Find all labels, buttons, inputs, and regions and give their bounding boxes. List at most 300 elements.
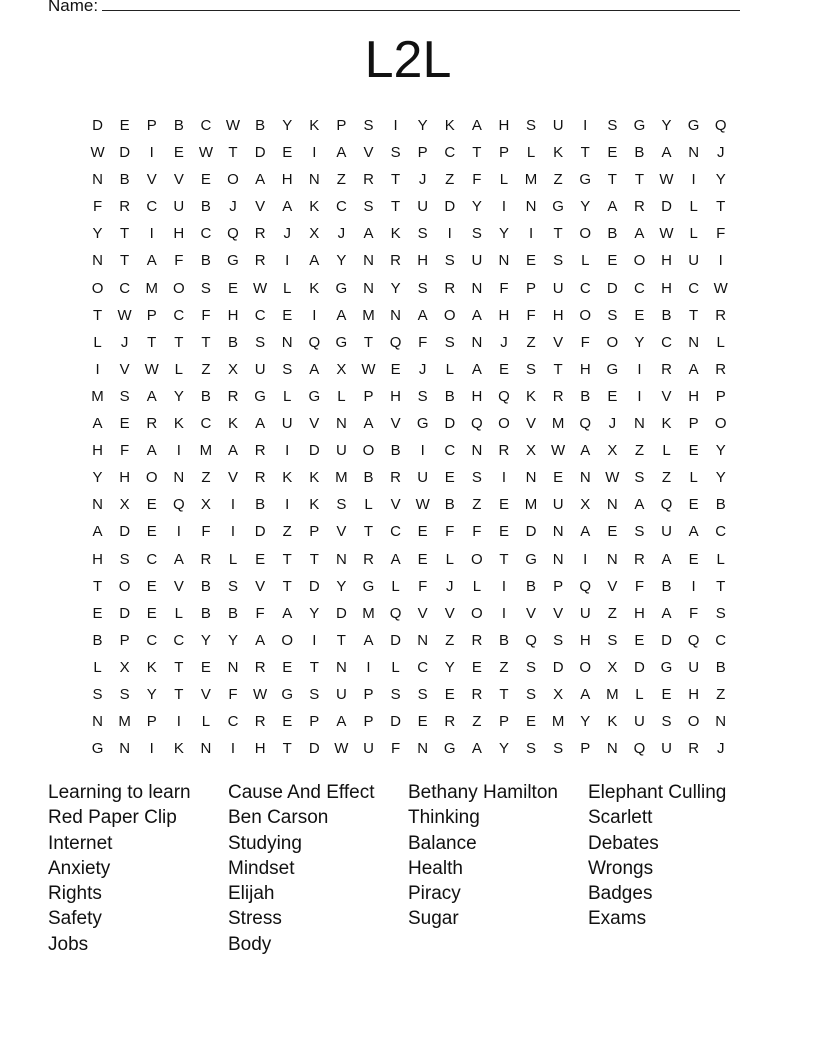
grid-letter: V — [444, 604, 455, 622]
grid-letter: N — [363, 252, 374, 270]
grid-letter: D — [119, 604, 131, 622]
grid-letter: S — [228, 577, 239, 595]
grid-row — [84, 112, 744, 139]
grid-letter: I — [230, 496, 236, 514]
grid-letter: N — [552, 550, 564, 568]
grid-letter: E — [146, 604, 157, 622]
grid-letter: C — [200, 225, 212, 243]
grid-letter: H — [688, 387, 700, 405]
grid-letter: S — [661, 713, 672, 731]
word-list-item — [408, 932, 588, 957]
grid-letter: N — [471, 442, 483, 460]
grid-letter: S — [553, 252, 564, 270]
grid-letter: H — [92, 442, 103, 460]
grid-letter: E — [498, 360, 509, 378]
grid-letter: W — [659, 225, 674, 243]
grid-letter: I — [637, 360, 642, 378]
word-list-item: Elijah — [228, 883, 275, 905]
grid-letter: F — [390, 740, 401, 758]
grid-letter: R — [254, 658, 266, 676]
grid-letter: F — [92, 198, 103, 216]
grid-letter: G — [281, 685, 294, 703]
grid-letter: E — [255, 550, 266, 568]
grid-letter: E — [498, 523, 509, 541]
grid-letter: W — [253, 279, 268, 297]
grid-letter: G — [91, 740, 104, 758]
grid-letter: H — [552, 306, 564, 324]
grid-letter: R — [715, 306, 727, 324]
grid-letter: A — [417, 306, 428, 324]
grid-letter: Z — [472, 496, 482, 514]
grid-letter: W — [361, 360, 376, 378]
grid-letter: H — [254, 740, 266, 758]
word-list-item: Studying — [228, 832, 302, 854]
grid-letter: A — [255, 415, 266, 433]
grid-letter: R — [634, 198, 645, 216]
grid-letter: F — [634, 577, 644, 595]
grid-letter: Z — [526, 333, 536, 351]
grid-letter: B — [200, 604, 211, 622]
grid-letter: Z — [445, 631, 455, 649]
grid-letter: P — [363, 713, 374, 731]
grid-letter: S — [255, 333, 266, 351]
grid-letter: I — [501, 469, 507, 487]
grid-row — [84, 600, 744, 627]
grid-letter: J — [337, 225, 346, 243]
grid-letter: X — [553, 685, 564, 703]
grid-letter: S — [417, 685, 428, 703]
grid-letter: X — [607, 658, 618, 676]
grid-letter: J — [120, 333, 129, 351]
grid-letter: A — [363, 225, 374, 243]
grid-letter: S — [444, 252, 455, 270]
grid-letter: S — [200, 279, 211, 297]
grid-letter: E — [119, 415, 130, 433]
grid-letter: E — [146, 523, 157, 541]
grid-letter: T — [499, 685, 509, 703]
grid-letter: Q — [471, 415, 483, 433]
grid-letter: L — [337, 387, 346, 405]
grid-row — [84, 275, 744, 302]
grid-letter: L — [689, 225, 698, 243]
grid-letter: I — [583, 550, 588, 568]
grid-letter: S — [417, 225, 428, 243]
word-list-item: Red Paper Clip — [48, 807, 177, 829]
grid-letter: P — [363, 685, 374, 703]
grid-letter: C — [634, 279, 645, 297]
grid-letter: T — [472, 144, 482, 162]
grid-letter: A — [580, 442, 591, 460]
grid-letter: Q — [579, 577, 592, 595]
grid-letter: B — [661, 577, 672, 595]
grid-letter: C — [254, 306, 266, 324]
grid-letter: E — [661, 685, 672, 703]
grid-letter: R — [552, 387, 564, 405]
grid-letter: B — [92, 631, 103, 649]
grid-letter: D — [525, 523, 537, 541]
grid-letter: Y — [200, 631, 211, 649]
grid-letter: T — [607, 171, 617, 189]
grid-letter: N — [335, 415, 347, 433]
grid-letter: H — [498, 306, 510, 324]
grid-letter: S — [553, 631, 564, 649]
grid-letter: T — [363, 333, 374, 351]
grid-letter: B — [634, 144, 645, 162]
grid-letter: A — [146, 252, 157, 270]
grid-letter: A — [309, 252, 320, 270]
grid-letter: N — [308, 171, 320, 189]
grid-letter: Q — [498, 387, 510, 405]
grid-letter: J — [716, 740, 725, 758]
grid-row — [84, 193, 744, 220]
grid-letter: E — [228, 279, 239, 297]
grid-letter: V — [553, 333, 564, 351]
grid-letter: E — [607, 252, 618, 270]
grid-letter: K — [282, 469, 293, 487]
grid-letter: E — [607, 144, 618, 162]
grid-letter: Q — [308, 333, 321, 351]
grid-letter: X — [119, 496, 130, 514]
grid-letter: A — [363, 415, 374, 433]
grid-letter: W — [117, 306, 132, 324]
grid-letter: A — [580, 523, 591, 541]
grid-letter: M — [118, 713, 131, 731]
grid-letter: S — [417, 279, 428, 297]
grid-letter: P — [417, 144, 428, 162]
grid-letter: T — [716, 198, 726, 216]
grid-letter: N — [688, 333, 700, 351]
grid-letter: U — [661, 740, 672, 758]
grid-letter: R — [634, 550, 645, 568]
grid-letter: Z — [634, 442, 644, 460]
grid-letter: I — [691, 577, 696, 595]
grid-letter: Y — [661, 117, 672, 134]
grid-letter: P — [336, 117, 347, 134]
grid-letter: H — [119, 469, 131, 487]
grid-letter: Y — [715, 171, 726, 189]
grid-letter: L — [716, 550, 725, 568]
grid-letter: E — [471, 658, 482, 676]
word-list-item: Debates — [588, 832, 659, 854]
grid-letter: L — [635, 685, 644, 703]
grid-letter: S — [363, 198, 374, 216]
grid-letter: F — [472, 171, 482, 189]
grid-letter: N — [417, 631, 429, 649]
grid-letter: C — [173, 306, 185, 324]
grid-letter: T — [147, 333, 157, 351]
grid-letter: T — [282, 550, 292, 568]
grid-letter: H — [92, 550, 103, 568]
grid-letter: N — [335, 550, 347, 568]
word-list-item: Stress — [228, 908, 282, 930]
grid-letter: N — [200, 740, 212, 758]
grid-letter: Z — [445, 171, 455, 189]
grid-letter: P — [119, 631, 130, 649]
grid-letter: H — [227, 306, 239, 324]
grid-letter: O — [579, 225, 592, 243]
grid-letter: A — [336, 713, 347, 731]
grid-letter: A — [607, 198, 618, 216]
grid-letter: N — [579, 469, 591, 487]
grid-letter: B — [200, 387, 211, 405]
grid-letter: F — [120, 442, 130, 460]
name-underline — [102, 0, 740, 11]
grid-letter: I — [691, 171, 696, 189]
grid-letter: E — [634, 631, 645, 649]
grid-letter: I — [285, 496, 290, 514]
grid-letter: R — [227, 387, 239, 405]
grid-letter: Y — [580, 713, 591, 731]
grid-letter: H — [390, 387, 401, 405]
grid-letter: T — [309, 550, 319, 568]
grid-letter: S — [607, 117, 618, 134]
grid-letter: X — [309, 225, 320, 243]
grid-letter: C — [715, 523, 727, 541]
grid-letter: Q — [389, 604, 402, 622]
grid-letter: F — [174, 252, 184, 270]
grid-row — [84, 708, 744, 735]
grid-letter: O — [633, 252, 646, 270]
grid-letter: C — [200, 117, 212, 134]
grid-letter: C — [444, 144, 456, 162]
grid-letter: D — [92, 117, 103, 134]
grid-letter: W — [415, 496, 430, 514]
grid-letter: Z — [553, 171, 563, 189]
grid-letter: A — [336, 306, 347, 324]
grid-letter: T — [282, 577, 292, 595]
grid-letter: Z — [472, 713, 482, 731]
grid-letter: U — [417, 469, 429, 487]
grid-letter: D — [308, 577, 320, 595]
grid-letter: D — [634, 658, 645, 676]
grid-letter: L — [472, 577, 482, 595]
grid-letter: B — [200, 252, 211, 270]
grid-letter: L — [228, 550, 238, 568]
grid-letter: B — [200, 577, 211, 595]
grid-letter: B — [526, 577, 537, 595]
grid-letter: H — [661, 279, 672, 297]
grid-letter: P — [498, 713, 509, 731]
grid-letter: A — [146, 387, 157, 405]
grid-letter: G — [335, 333, 348, 351]
grid-letter: W — [659, 171, 674, 189]
grid-letter: P — [526, 279, 537, 297]
grid-letter: B — [444, 387, 455, 405]
grid-letter: A — [661, 144, 672, 162]
grid-letter: L — [689, 198, 698, 216]
grid-letter: I — [95, 360, 100, 378]
word-list-item: Bethany Hamilton — [408, 782, 558, 803]
grid-letter: B — [444, 496, 455, 514]
grid-letter: U — [173, 198, 185, 216]
word-list-item: Anxiety — [48, 857, 111, 879]
grid-letter: T — [553, 225, 563, 243]
grid-letter: Z — [201, 360, 211, 378]
grid-letter: H — [498, 117, 510, 134]
grid-letter: A — [471, 740, 482, 758]
grid-letter: E — [634, 306, 645, 324]
word-list-item: Rights — [48, 883, 102, 905]
grid-letter: R — [498, 442, 510, 460]
grid-letter: E — [119, 117, 130, 134]
grid-letter: O — [227, 171, 239, 189]
grid-letter: T — [689, 306, 699, 324]
grid-letter: E — [146, 577, 157, 595]
grid-letter: I — [447, 225, 452, 243]
grid-letter: B — [498, 631, 509, 649]
grid-row — [84, 437, 744, 464]
grid-letter: C — [146, 631, 158, 649]
grid-letter: D — [390, 713, 401, 731]
grid-letter: L — [364, 496, 373, 514]
grid-letter: M — [362, 306, 375, 324]
grid-letter: T — [174, 658, 184, 676]
grid-letter: U — [281, 415, 293, 433]
grid-letter: S — [526, 117, 537, 134]
grid-letter: N — [92, 496, 103, 514]
grid-letter: A — [255, 631, 266, 649]
grid-letter: K — [553, 144, 564, 162]
grid-letter: Q — [389, 333, 402, 351]
grid-letter: D — [335, 604, 347, 622]
grid-letter: G — [525, 550, 537, 568]
grid-letter: G — [443, 740, 456, 758]
grid-letter: P — [146, 306, 157, 324]
grid-letter: N — [498, 252, 510, 270]
grid-letter: I — [176, 713, 181, 731]
grid-letter: K — [309, 198, 320, 216]
grid-letter: P — [498, 144, 509, 162]
grid-letter: D — [444, 198, 456, 216]
grid-letter: Y — [228, 631, 239, 649]
grid-letter: E — [444, 469, 455, 487]
grid-letter: Q — [660, 496, 673, 514]
word-list — [48, 780, 768, 957]
grid-letter: R — [254, 442, 266, 460]
grid-letter: D — [119, 144, 131, 162]
grid-letter: D — [119, 523, 131, 541]
grid-letter: V — [255, 198, 266, 216]
grid-letter: Y — [336, 577, 347, 595]
grid-letter: Y — [444, 658, 455, 676]
grid-letter: S — [715, 604, 726, 622]
grid-letter: K — [228, 415, 239, 433]
grid-letter: F — [499, 279, 509, 297]
grid-letter: M — [145, 279, 158, 297]
grid-letter: Y — [417, 117, 428, 134]
grid-letter: F — [526, 306, 536, 324]
grid-row — [84, 383, 744, 410]
grid-letter: L — [499, 171, 509, 189]
grid-letter: T — [499, 550, 509, 568]
grid-letter: V — [173, 577, 184, 595]
grid-letter: Q — [714, 117, 727, 134]
grid-letter: J — [283, 225, 291, 243]
grid-letter: B — [363, 469, 374, 487]
grid-letter: V — [390, 496, 401, 514]
grid-letter: T — [580, 144, 590, 162]
grid-letter: R — [390, 252, 401, 270]
grid-letter: D — [444, 415, 456, 433]
grid-letter: N — [606, 740, 618, 758]
grid-row — [84, 627, 744, 654]
grid-letter: S — [607, 306, 618, 324]
grid-letter: P — [715, 387, 726, 405]
grid-letter: V — [607, 577, 618, 595]
grid-letter: C — [417, 658, 429, 676]
grid-letter: N — [715, 713, 727, 731]
grid-letter: R — [688, 740, 700, 758]
grid-letter: Y — [580, 198, 591, 216]
grid-row — [84, 518, 744, 545]
grid-row — [84, 681, 744, 708]
grid-letter: I — [312, 144, 317, 162]
grid-letter: L — [391, 658, 400, 676]
grid-letter: N — [92, 713, 103, 731]
grid-letter: L — [526, 144, 536, 162]
grid-letter: B — [228, 333, 239, 351]
grid-letter: E — [607, 387, 618, 405]
grid-letter: O — [471, 604, 483, 622]
grid-letter: V — [173, 171, 184, 189]
word-list-item: Mindset — [228, 857, 295, 879]
grid-letter: G — [254, 387, 266, 405]
page-title: L2L — [364, 31, 452, 89]
grid-letter: Z — [716, 685, 726, 703]
grid-letter: M — [606, 685, 619, 703]
word-list-item: Sugar — [408, 908, 459, 930]
grid-letter: C — [390, 523, 401, 541]
grid-letter: Y — [309, 604, 320, 622]
grid-letter: A — [282, 604, 293, 622]
grid-letter: D — [390, 631, 401, 649]
grid-letter: Y — [498, 740, 509, 758]
letter-grid — [84, 112, 744, 762]
grid-letter: S — [471, 469, 482, 487]
grid-letter: G — [335, 279, 348, 297]
grid-letter: V — [363, 144, 374, 162]
grid-letter: X — [580, 496, 591, 514]
grid-letter: M — [524, 171, 538, 189]
grid-letter: F — [201, 306, 211, 324]
grid-letter: Y — [471, 198, 482, 216]
grid-letter: M — [524, 496, 538, 514]
grid-letter: G — [308, 387, 321, 405]
grid-letter: N — [471, 279, 483, 297]
grid-letter: R — [471, 685, 483, 703]
grid-letter: N — [92, 252, 103, 270]
grid-letter: Y — [282, 117, 293, 134]
grid-letter: D — [661, 631, 672, 649]
grid-letter: I — [230, 523, 236, 541]
grid-letter: K — [526, 387, 537, 405]
word-list-item: Health — [408, 857, 463, 879]
grid-letter: S — [526, 685, 537, 703]
grid-letter: C — [200, 415, 212, 433]
grid-letter: I — [393, 117, 398, 134]
grid-letter: G — [362, 577, 375, 595]
grid-letter: S — [309, 685, 320, 703]
grid-letter: R — [363, 550, 374, 568]
grid-letter: A — [309, 360, 320, 378]
grid-row — [84, 573, 744, 600]
grid-letter: T — [390, 198, 401, 216]
grid-letter: Y — [146, 685, 157, 703]
word-list-item: Wrongs — [588, 857, 654, 879]
grid-letter: H — [579, 360, 591, 378]
grid-letter: P — [146, 713, 157, 731]
grid-row — [84, 166, 744, 193]
